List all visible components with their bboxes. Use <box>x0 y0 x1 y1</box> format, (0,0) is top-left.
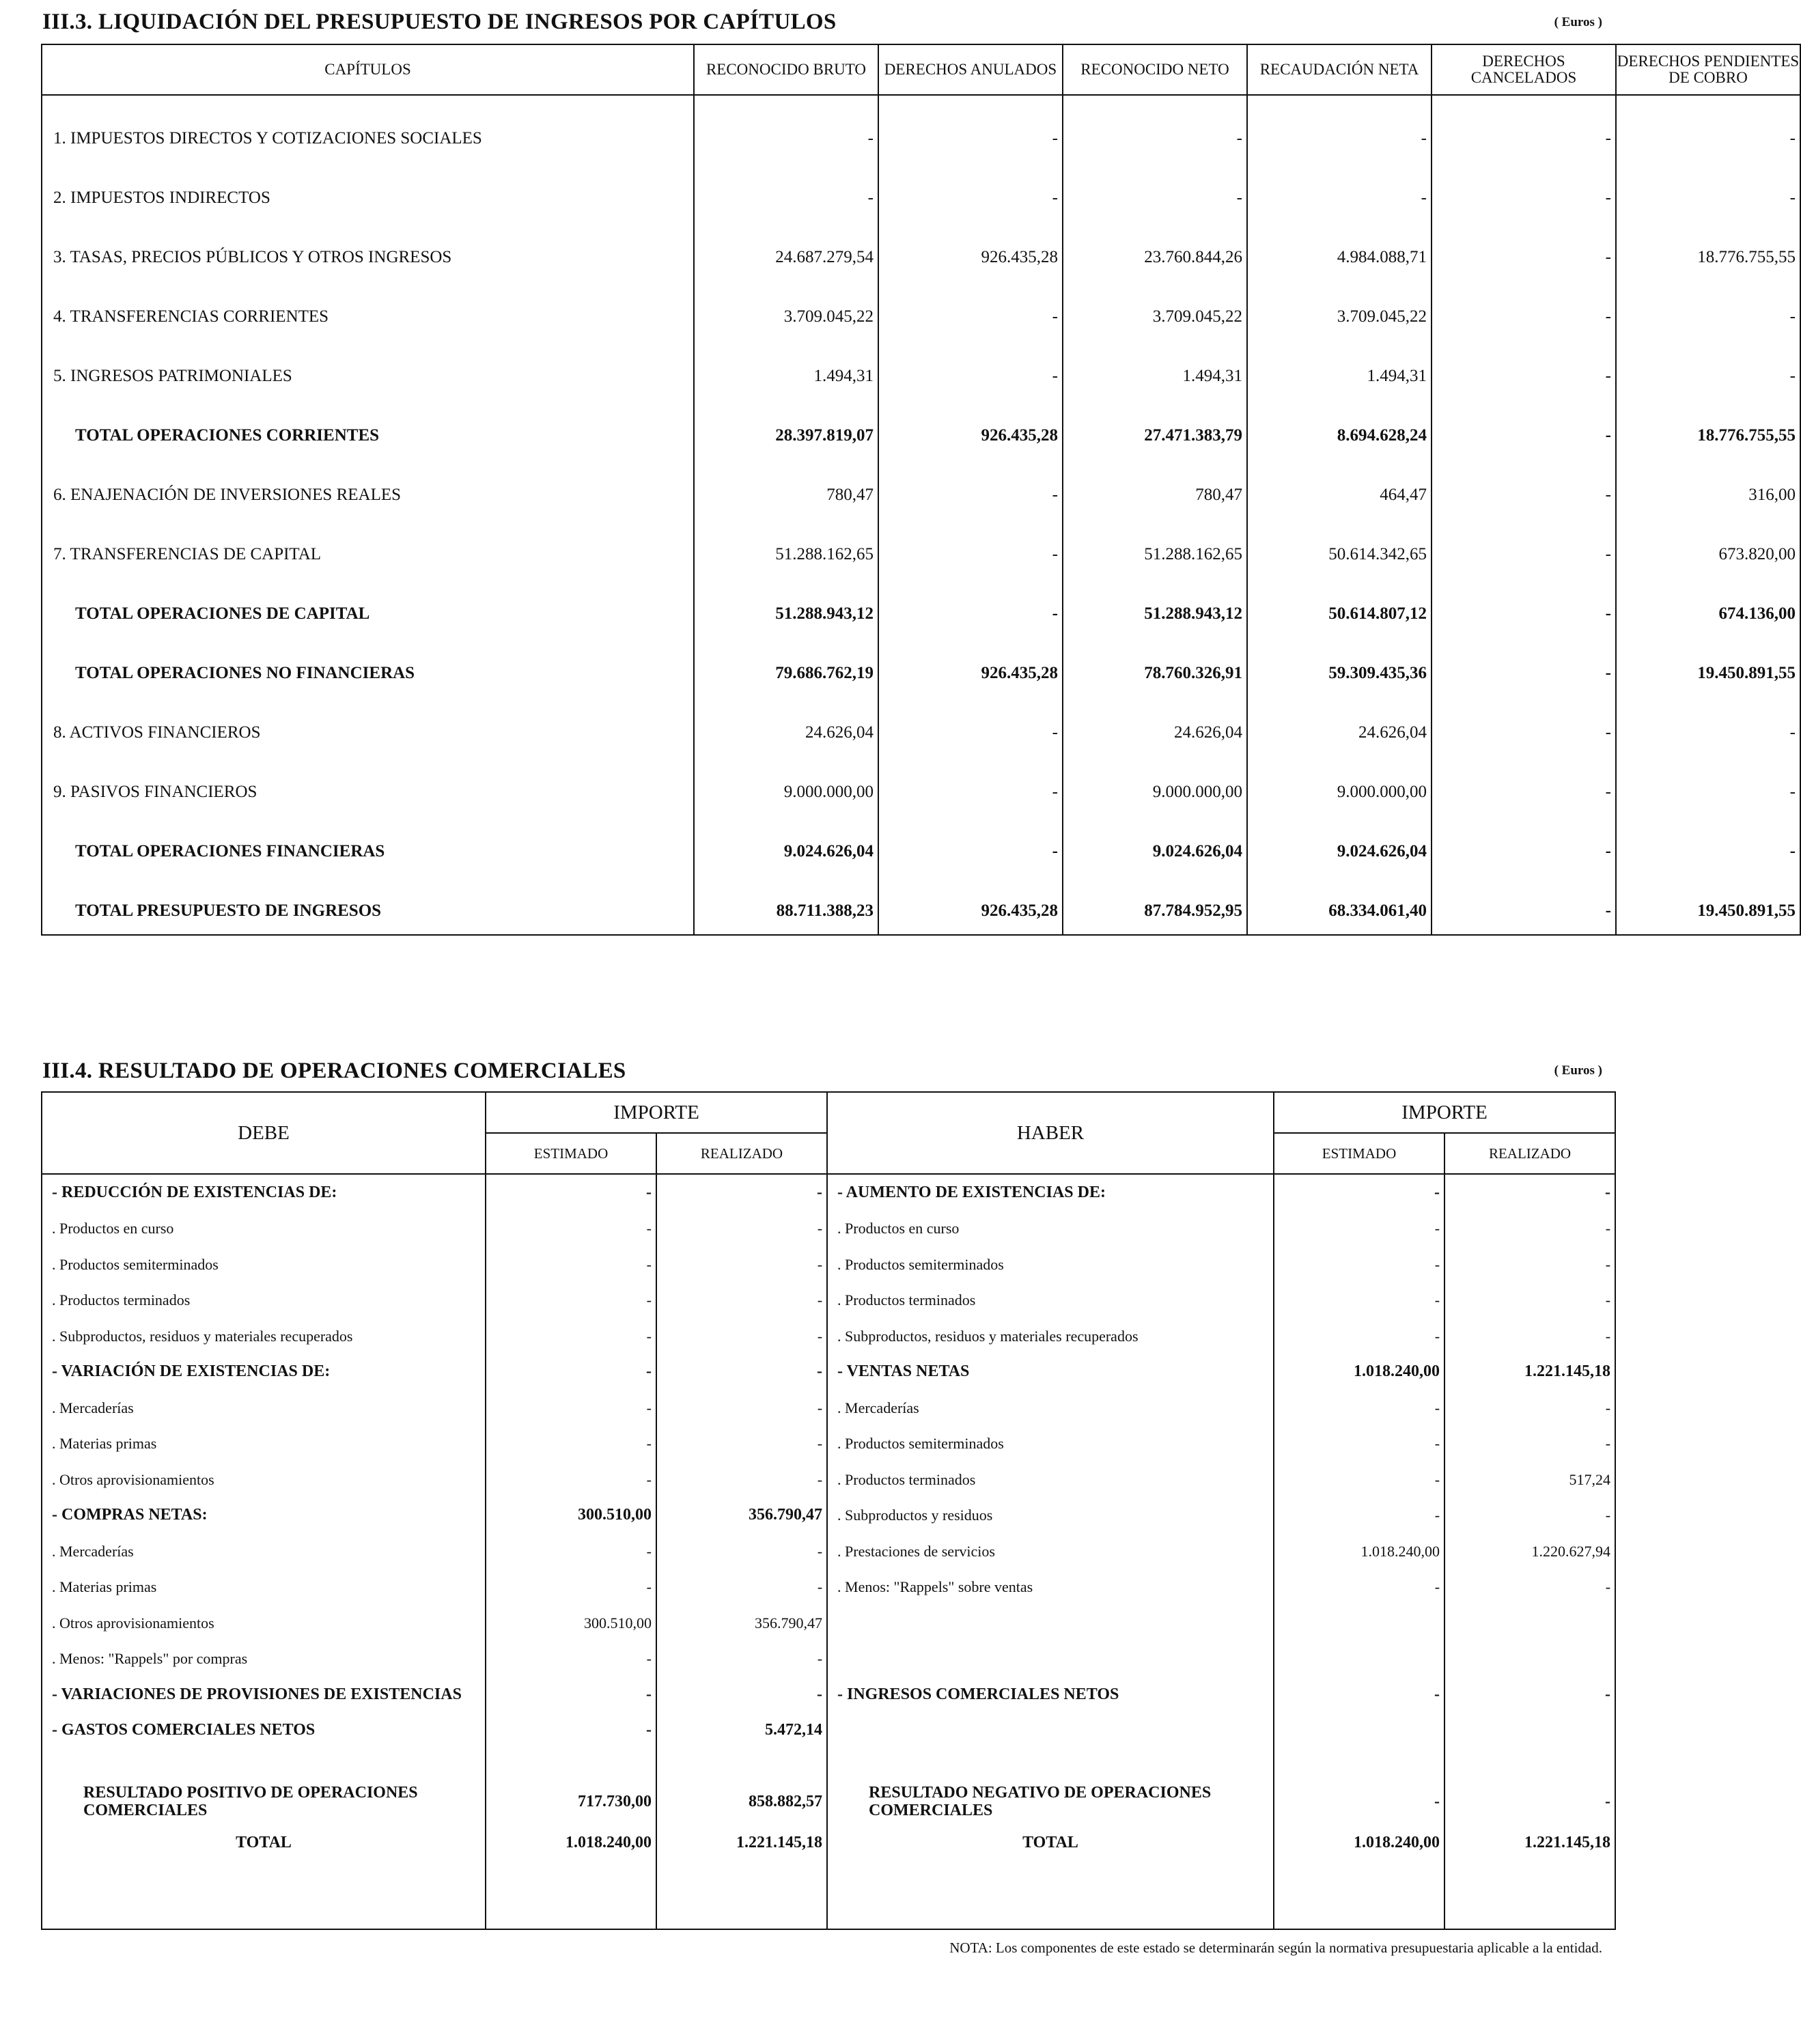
cell-reconocido-neto: 9.000.000,00 <box>1063 749 1247 809</box>
empty-cell <box>1063 927 1247 935</box>
cell-reconocido-bruto: 3.709.045,22 <box>694 274 878 333</box>
haber-label: . Mercaderías <box>827 1390 1274 1426</box>
section-a-unit: ( Euros ) <box>1554 15 1602 29</box>
debe-realizado: - <box>656 1677 827 1713</box>
header-haber-estimado: ESTIMADO <box>1274 1133 1444 1174</box>
cell-derechos-anulados: 926.435,28 <box>878 868 1063 927</box>
haber-label <box>827 1641 1274 1677</box>
cell-reconocido-bruto: 780,47 <box>694 452 878 512</box>
section-a-title: III.3. LIQUIDACIÓN DEL PRESUPUESTO DE INGRESOS POR CAPÍTULOS <box>42 10 837 34</box>
resultado-haber-realizado: - <box>1444 1778 1615 1825</box>
debe-realizado: 5.472,14 <box>656 1713 827 1749</box>
cell-derechos-pendientes: 674.136,00 <box>1616 571 1800 630</box>
haber-label: - AUMENTO DE EXISTENCIAS DE: <box>827 1174 1274 1211</box>
cell-derechos-cancelados: - <box>1432 868 1616 927</box>
empty-cell <box>1432 927 1616 935</box>
debe-realizado: - <box>656 1641 827 1677</box>
cell-derechos-anulados: - <box>878 452 1063 512</box>
haber-estimado: - <box>1274 1211 1444 1247</box>
cell-reconocido-neto: 9.024.626,04 <box>1063 809 1247 868</box>
row-label: TOTAL OPERACIONES DE CAPITAL <box>42 571 694 630</box>
commercial-operations-table <box>41 1091 1616 1930</box>
cell-derechos-cancelados: - <box>1432 690 1616 749</box>
cell-reconocido-bruto: 79.686.762,19 <box>694 630 878 690</box>
empty-cell <box>878 927 1063 935</box>
debe-label: - REDUCCIÓN DE EXISTENCIAS DE: <box>42 1174 486 1211</box>
haber-realizado: - <box>1444 1677 1615 1713</box>
table-row <box>42 452 1800 512</box>
table-row <box>42 1569 1615 1606</box>
debe-realizado: - <box>656 1390 827 1426</box>
debe-estimado: - <box>486 1461 656 1498</box>
debe-estimado: 300.510,00 <box>486 1498 656 1534</box>
cell-derechos-anulados: 926.435,28 <box>878 214 1063 274</box>
haber-realizado: - <box>1444 1318 1615 1354</box>
table-filler-row <box>42 1861 1615 1930</box>
cell-derechos-anulados: - <box>878 333 1063 393</box>
haber-realizado: - <box>1444 1283 1615 1319</box>
income-budget-table <box>41 44 1801 936</box>
debe-label: . Menos: "Rappels" por compras <box>42 1641 486 1677</box>
header-reconocido-neto: RECONOCIDO NETO <box>1063 44 1247 95</box>
cell-reconocido-neto: 3.709.045,22 <box>1063 274 1247 333</box>
haber-estimado: - <box>1274 1569 1444 1606</box>
resultado-debe-realizado: 858.882,57 <box>656 1778 827 1825</box>
table-row <box>42 274 1800 333</box>
debe-label: - COMPRAS NETAS: <box>42 1498 486 1534</box>
table-total-row <box>42 868 1800 927</box>
table-total-row <box>42 393 1800 452</box>
header-haber: HABER <box>827 1092 1274 1174</box>
debe-realizado: - <box>656 1174 827 1211</box>
row-label: TOTAL OPERACIONES NO FINANCIERAS <box>42 630 694 690</box>
cell-derechos-cancelados: - <box>1432 630 1616 690</box>
table-row <box>42 1533 1615 1569</box>
cell-derechos-pendientes: 18.776.755,55 <box>1616 393 1800 452</box>
table-filler-row <box>42 927 1800 935</box>
total-haber-label: TOTAL <box>827 1825 1274 1861</box>
table-row <box>42 1713 1615 1749</box>
haber-estimado <box>1274 1605 1444 1641</box>
table-row <box>42 1498 1615 1534</box>
haber-estimado: 1.018.240,00 <box>1274 1354 1444 1390</box>
cell-derechos-pendientes: - <box>1616 690 1800 749</box>
cell-recaudacion-neta: 9.000.000,00 <box>1247 749 1432 809</box>
debe-estimado: - <box>486 1677 656 1713</box>
table-total-row <box>42 571 1800 630</box>
cell-derechos-cancelados: - <box>1432 214 1616 274</box>
cell-reconocido-neto: 1.494,31 <box>1063 333 1247 393</box>
haber-realizado: - <box>1444 1390 1615 1426</box>
cell-recaudacion-neta: 50.614.807,12 <box>1247 571 1432 630</box>
cell-recaudacion-neta: 50.614.342,65 <box>1247 512 1432 571</box>
total-haber-realizado: 1.221.145,18 <box>1444 1825 1615 1861</box>
empty-cell <box>1616 927 1800 935</box>
header-debe: DEBE <box>42 1092 486 1174</box>
debe-estimado: 300.510,00 <box>486 1605 656 1641</box>
debe-estimado: - <box>486 1318 656 1354</box>
empty-cell <box>1444 1861 1615 1930</box>
cell-reconocido-neto: 51.288.162,65 <box>1063 512 1247 571</box>
cell-derechos-cancelados: - <box>1432 95 1616 155</box>
debe-estimado: - <box>486 1426 656 1462</box>
debe-label: . Productos en curso <box>42 1211 486 1247</box>
debe-estimado: - <box>486 1246 656 1283</box>
cell-derechos-pendientes: 19.450.891,55 <box>1616 868 1800 927</box>
cell-derechos-anulados: - <box>878 809 1063 868</box>
header-derechos-pendientes: DERECHOS PENDIENTES DE COBRO <box>1616 44 1800 95</box>
cell-reconocido-neto: 87.784.952,95 <box>1063 868 1247 927</box>
header-reconocido-bruto: RECONOCIDO BRUTO <box>694 44 878 95</box>
empty-cell <box>486 1861 656 1930</box>
haber-label: . Productos terminados <box>827 1461 1274 1498</box>
table-row <box>42 1174 1615 1211</box>
row-label: TOTAL OPERACIONES CORRIENTES <box>42 393 694 452</box>
table-row <box>42 1354 1615 1390</box>
cell-recaudacion-neta: - <box>1247 95 1432 155</box>
haber-label: . Subproductos, residuos y materiales recuperados <box>827 1318 1274 1354</box>
cell-reconocido-bruto: 51.288.943,12 <box>694 571 878 630</box>
cell-recaudacion-neta: - <box>1247 155 1432 214</box>
table-row <box>42 1283 1615 1319</box>
row-label: 6. ENAJENACIÓN DE INVERSIONES REALES <box>42 452 694 512</box>
header-debe-estimado: ESTIMADO <box>486 1133 656 1174</box>
haber-label: . Prestaciones de servicios <box>827 1533 1274 1569</box>
row-label: 1. IMPUESTOS DIRECTOS Y COTIZACIONES SOCIALES <box>42 95 694 155</box>
cell-reconocido-bruto: 24.687.279,54 <box>694 214 878 274</box>
header-importe-haber: IMPORTE <box>1274 1092 1615 1133</box>
section-b-unit: ( Euros ) <box>1554 1063 1602 1078</box>
cell-recaudacion-neta: 1.494,31 <box>1247 333 1432 393</box>
cell-reconocido-bruto: 9.024.626,04 <box>694 809 878 868</box>
debe-realizado: 356.790,47 <box>656 1605 827 1641</box>
haber-label: . Menos: "Rappels" sobre ventas <box>827 1569 1274 1606</box>
empty-cell <box>42 1748 486 1778</box>
table-row <box>42 1605 1615 1641</box>
resultado-positivo-label: RESULTADO POSITIVO DE OPERACIONES COMERCIALES <box>42 1778 486 1825</box>
haber-estimado: - <box>1274 1390 1444 1426</box>
cell-derechos-pendientes: - <box>1616 95 1800 155</box>
resultado-negativo-label: RESULTADO NEGATIVO DE OPERACIONES COMERCIALES <box>827 1778 1274 1825</box>
cell-reconocido-neto: 24.626,04 <box>1063 690 1247 749</box>
cell-derechos-cancelados: - <box>1432 749 1616 809</box>
cell-derechos-anulados: - <box>878 571 1063 630</box>
row-label: 5. INGRESOS PATRIMONIALES <box>42 333 694 393</box>
debe-realizado: - <box>656 1461 827 1498</box>
debe-realizado: - <box>656 1569 827 1606</box>
table-row <box>42 749 1800 809</box>
table-total-row <box>42 1825 1615 1861</box>
haber-realizado: - <box>1444 1569 1615 1606</box>
cell-derechos-cancelados: - <box>1432 512 1616 571</box>
haber-realizado: - <box>1444 1426 1615 1462</box>
haber-estimado: - <box>1274 1318 1444 1354</box>
haber-realizado <box>1444 1605 1615 1641</box>
table-row <box>42 155 1800 214</box>
empty-cell <box>656 1861 827 1930</box>
table-spacer-row <box>42 1748 1615 1778</box>
cell-recaudacion-neta: 8.694.628,24 <box>1247 393 1432 452</box>
empty-cell <box>42 927 694 935</box>
cell-derechos-pendientes: 18.776.755,55 <box>1616 214 1800 274</box>
table-row <box>42 1318 1615 1354</box>
total-haber-estimado: 1.018.240,00 <box>1274 1825 1444 1861</box>
cell-derechos-pendientes: - <box>1616 155 1800 214</box>
haber-label: - VENTAS NETAS <box>827 1354 1274 1390</box>
debe-realizado: - <box>656 1211 827 1247</box>
table-row <box>42 1677 1615 1713</box>
debe-label: - GASTOS COMERCIALES NETOS <box>42 1713 486 1749</box>
debe-estimado: - <box>486 1354 656 1390</box>
table-total-row <box>42 809 1800 868</box>
cell-derechos-cancelados: - <box>1432 393 1616 452</box>
cell-derechos-anulados: - <box>878 155 1063 214</box>
table-row <box>42 1426 1615 1462</box>
haber-realizado <box>1444 1641 1615 1677</box>
haber-estimado: - <box>1274 1174 1444 1211</box>
haber-estimado <box>1274 1641 1444 1677</box>
haber-estimado: - <box>1274 1283 1444 1319</box>
cell-reconocido-bruto: 88.711.388,23 <box>694 868 878 927</box>
table-row <box>42 1461 1615 1498</box>
cell-reconocido-neto: 78.760.326,91 <box>1063 630 1247 690</box>
total-debe-estimado: 1.018.240,00 <box>486 1825 656 1861</box>
debe-label: . Mercaderías <box>42 1533 486 1569</box>
empty-cell <box>42 1861 486 1930</box>
haber-label: . Productos semiterminados <box>827 1426 1274 1462</box>
cell-derechos-anulados: - <box>878 749 1063 809</box>
cell-derechos-anulados: 926.435,28 <box>878 393 1063 452</box>
section-b-title: III.4. RESULTADO DE OPERACIONES COMERCIALES <box>42 1059 626 1083</box>
debe-label: . Subproductos, residuos y materiales recuperados <box>42 1318 486 1354</box>
debe-estimado: - <box>486 1390 656 1426</box>
cell-recaudacion-neta: 24.626,04 <box>1247 690 1432 749</box>
cell-derechos-anulados: - <box>878 274 1063 333</box>
cell-reconocido-neto: 23.760.844,26 <box>1063 214 1247 274</box>
row-label: 8. ACTIVOS FINANCIEROS <box>42 690 694 749</box>
header-haber-realizado: REALIZADO <box>1444 1133 1615 1174</box>
cell-recaudacion-neta: 464,47 <box>1247 452 1432 512</box>
cell-reconocido-bruto: 9.000.000,00 <box>694 749 878 809</box>
empty-cell <box>1247 927 1432 935</box>
cell-derechos-pendientes: 316,00 <box>1616 452 1800 512</box>
cell-derechos-cancelados: - <box>1432 333 1616 393</box>
cell-recaudacion-neta: 68.334.061,40 <box>1247 868 1432 927</box>
empty-cell <box>827 1861 1274 1930</box>
debe-realizado: - <box>656 1533 827 1569</box>
cell-reconocido-bruto: 24.626,04 <box>694 690 878 749</box>
haber-label: . Subproductos y residuos <box>827 1498 1274 1534</box>
haber-estimado: 1.018.240,00 <box>1274 1533 1444 1569</box>
resultado-debe-estimado: 717.730,00 <box>486 1778 656 1825</box>
debe-realizado: - <box>656 1283 827 1319</box>
cell-derechos-pendientes: - <box>1616 809 1800 868</box>
cell-derechos-cancelados: - <box>1432 809 1616 868</box>
cell-derechos-pendientes: 673.820,00 <box>1616 512 1800 571</box>
table-row <box>42 214 1800 274</box>
resultado-haber-estimado: - <box>1274 1778 1444 1825</box>
cell-derechos-cancelados: - <box>1432 452 1616 512</box>
cell-derechos-pendientes: - <box>1616 749 1800 809</box>
debe-realizado: - <box>656 1246 827 1283</box>
debe-realizado: - <box>656 1318 827 1354</box>
cell-reconocido-neto: - <box>1063 155 1247 214</box>
header-importe-debe: IMPORTE <box>486 1092 827 1133</box>
table-row <box>42 690 1800 749</box>
haber-label: - INGRESOS COMERCIALES NETOS <box>827 1677 1274 1713</box>
empty-cell <box>1444 1748 1615 1778</box>
row-label: 7. TRANSFERENCIAS DE CAPITAL <box>42 512 694 571</box>
table-row <box>42 1641 1615 1677</box>
haber-realizado: - <box>1444 1246 1615 1283</box>
table-row <box>42 1211 1615 1247</box>
header-debe-realizado: REALIZADO <box>656 1133 827 1174</box>
cell-reconocido-neto: 51.288.943,12 <box>1063 571 1247 630</box>
cell-reconocido-bruto: - <box>694 95 878 155</box>
cell-recaudacion-neta: 3.709.045,22 <box>1247 274 1432 333</box>
table-row <box>42 1246 1615 1283</box>
row-label: 9. PASIVOS FINANCIEROS <box>42 749 694 809</box>
footnote: NOTA: Los componentes de este estado se determinarán según la normativa presupuestaria aplicable a la entidad. <box>949 1940 1602 1956</box>
cell-derechos-anulados: - <box>878 690 1063 749</box>
debe-estimado: - <box>486 1713 656 1749</box>
debe-label: . Otros aprovisionamientos <box>42 1461 486 1498</box>
total-debe-label: TOTAL <box>42 1825 486 1861</box>
cell-recaudacion-neta: 59.309.435,36 <box>1247 630 1432 690</box>
header-derechos-anulados: DERECHOS ANULADOS <box>878 44 1063 95</box>
haber-estimado: - <box>1274 1246 1444 1283</box>
haber-estimado: - <box>1274 1498 1444 1534</box>
cell-reconocido-bruto: 1.494,31 <box>694 333 878 393</box>
haber-realizado: 1.221.145,18 <box>1444 1354 1615 1390</box>
empty-cell <box>486 1748 656 1778</box>
empty-cell <box>1274 1748 1444 1778</box>
haber-estimado: - <box>1274 1677 1444 1713</box>
debe-estimado: - <box>486 1533 656 1569</box>
cell-recaudacion-neta: 4.984.088,71 <box>1247 214 1432 274</box>
empty-cell <box>656 1748 827 1778</box>
table-row <box>42 512 1800 571</box>
haber-estimado <box>1274 1713 1444 1749</box>
haber-label <box>827 1713 1274 1749</box>
table-total-row <box>42 630 1800 690</box>
cell-reconocido-neto: - <box>1063 95 1247 155</box>
cell-reconocido-neto: 27.471.383,79 <box>1063 393 1247 452</box>
debe-estimado: - <box>486 1641 656 1677</box>
debe-estimado: - <box>486 1569 656 1606</box>
row-label: TOTAL OPERACIONES FINANCIERAS <box>42 809 694 868</box>
haber-estimado: - <box>1274 1461 1444 1498</box>
table-header-row <box>42 1092 1615 1133</box>
debe-realizado: - <box>656 1354 827 1390</box>
debe-label: . Otros aprovisionamientos <box>42 1605 486 1641</box>
debe-label: . Materias primas <box>42 1569 486 1606</box>
cell-reconocido-bruto: 28.397.819,07 <box>694 393 878 452</box>
row-label: 2. IMPUESTOS INDIRECTOS <box>42 155 694 214</box>
haber-realizado: 1.220.627,94 <box>1444 1533 1615 1569</box>
empty-cell <box>1274 1861 1444 1930</box>
cell-reconocido-bruto: 51.288.162,65 <box>694 512 878 571</box>
empty-cell <box>827 1748 1274 1778</box>
debe-realizado: - <box>656 1426 827 1462</box>
debe-estimado: - <box>486 1174 656 1211</box>
cell-derechos-cancelados: - <box>1432 274 1616 333</box>
haber-label: . Productos en curso <box>827 1211 1274 1247</box>
debe-estimado: - <box>486 1211 656 1247</box>
cell-reconocido-neto: 780,47 <box>1063 452 1247 512</box>
row-label: 4. TRANSFERENCIAS CORRIENTES <box>42 274 694 333</box>
empty-cell <box>694 927 878 935</box>
haber-realizado: - <box>1444 1174 1615 1211</box>
total-debe-realizado: 1.221.145,18 <box>656 1825 827 1861</box>
cell-derechos-anulados: - <box>878 512 1063 571</box>
header-capitulos: CAPÍTULOS <box>42 44 694 95</box>
debe-label: . Materias primas <box>42 1426 486 1462</box>
haber-label <box>827 1605 1274 1641</box>
table-row <box>42 95 1800 155</box>
debe-label: - VARIACIONES DE PROVISIONES DE EXISTENCIAS <box>42 1677 486 1713</box>
debe-estimado: - <box>486 1283 656 1319</box>
haber-realizado: - <box>1444 1498 1615 1534</box>
resultado-row <box>42 1778 1615 1825</box>
debe-label: . Mercaderías <box>42 1390 486 1426</box>
haber-realizado: - <box>1444 1211 1615 1247</box>
cell-reconocido-bruto: - <box>694 155 878 214</box>
haber-label: . Productos semiterminados <box>827 1246 1274 1283</box>
cell-derechos-cancelados: - <box>1432 155 1616 214</box>
cell-derechos-anulados: 926.435,28 <box>878 630 1063 690</box>
table-row <box>42 333 1800 393</box>
cell-derechos-pendientes: 19.450.891,55 <box>1616 630 1800 690</box>
cell-derechos-anulados: - <box>878 95 1063 155</box>
debe-realizado: 356.790,47 <box>656 1498 827 1534</box>
cell-derechos-pendientes: - <box>1616 274 1800 333</box>
haber-realizado: 517,24 <box>1444 1461 1615 1498</box>
row-label: 3. TASAS, PRECIOS PÚBLICOS Y OTROS INGRESOS <box>42 214 694 274</box>
table-header-row <box>42 44 1800 95</box>
debe-label: - VARIACIÓN DE EXISTENCIAS DE: <box>42 1354 486 1390</box>
cell-derechos-pendientes: - <box>1616 333 1800 393</box>
cell-recaudacion-neta: 9.024.626,04 <box>1247 809 1432 868</box>
haber-label: . Productos terminados <box>827 1283 1274 1319</box>
cell-derechos-cancelados: - <box>1432 571 1616 630</box>
table-row <box>42 1390 1615 1426</box>
row-label: TOTAL PRESUPUESTO DE INGRESOS <box>42 868 694 927</box>
haber-estimado: - <box>1274 1426 1444 1462</box>
debe-label: . Productos terminados <box>42 1283 486 1319</box>
header-derechos-cancelados: DERECHOS CANCELADOS <box>1432 44 1616 95</box>
debe-label: . Productos semiterminados <box>42 1246 486 1283</box>
haber-realizado <box>1444 1713 1615 1749</box>
header-recaudacion-neta: RECAUDACIÓN NETA <box>1247 44 1432 95</box>
